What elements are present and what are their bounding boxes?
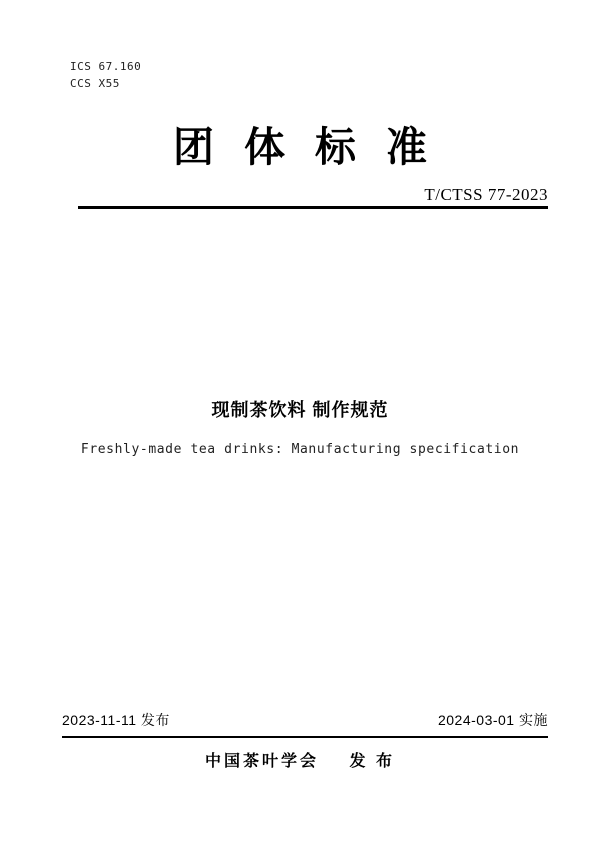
issue-date: 2023-11-11 发布 [62,712,170,728]
page-title: 团体标准 [173,124,457,170]
ics-code: ICS 67.160 [70,60,142,73]
document-title-english: Freshly-made tea drinks: Manufacturing specification [80,442,520,457]
header-divider [78,206,548,209]
publisher-verb: 发 布 [349,753,395,770]
publisher-line [0,748,600,771]
effective-date: 2024-03-01 实施 [437,712,548,728]
ccs-code: CCS X55 [70,77,120,90]
document-title-chinese: 现制茶饮料 制作规范 [211,400,389,420]
standard-number: T/CTSS 77-2023 [424,185,548,204]
footer-divider [62,736,548,738]
publisher-organization: 中国茶叶学会 [205,753,320,770]
classification-codes [70,58,141,92]
dates-row [62,710,548,730]
